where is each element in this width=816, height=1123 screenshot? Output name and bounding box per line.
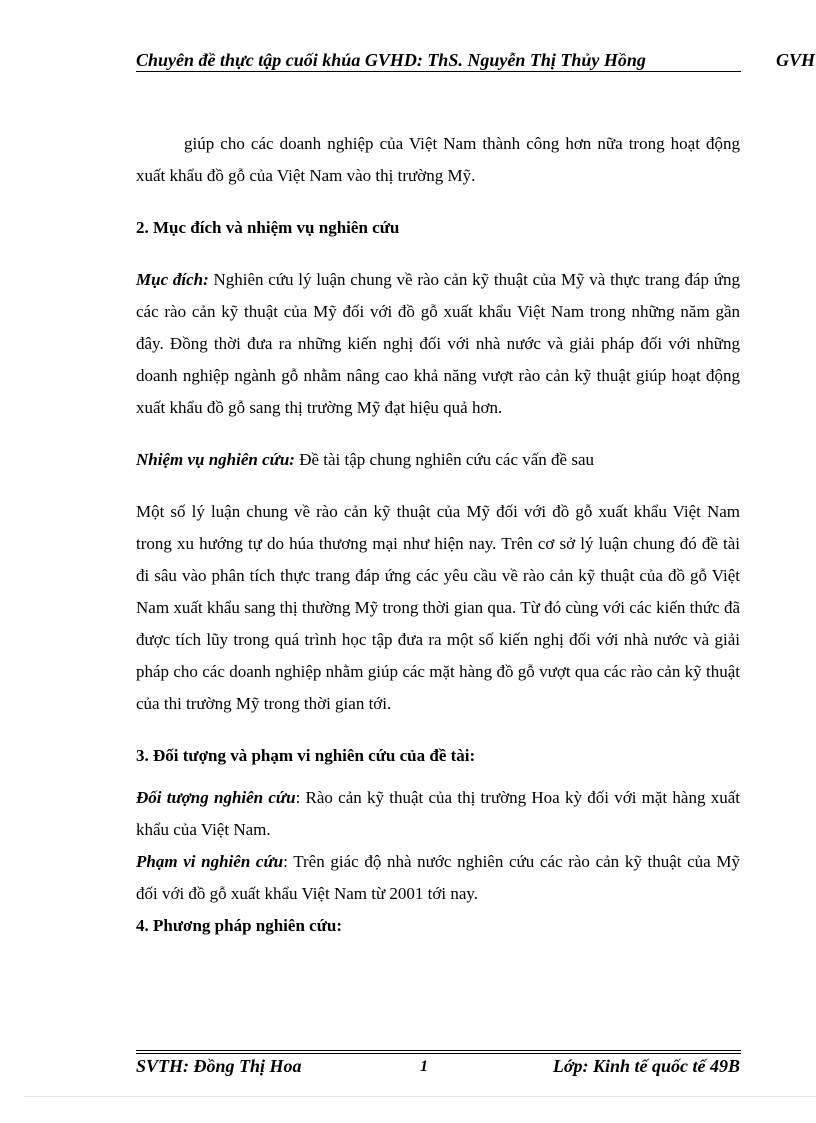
header-divider — [136, 71, 741, 72]
purpose-text: Nghiên cứu lý luận chung về rào cản kỹ thuật của Mỹ và thực trang đáp ứng các rào cản kỹ thuật của Mỹ đối với đồ gỗ xuất khẩu Việt Nam trong những năm gần đây. Đồng thời đưa ra những kiến nghị đối với nhà nước và giải pháp đối với những doanh nghiệp ngành gỗ nhằm nâng cao khả năng vượt rào cản kỹ thuật giúp hoạt động xuất khẩu đồ gỗ sang thị trường Mỹ đạt hiệu quả hơn. — [136, 270, 740, 417]
page-edge-line — [24, 1096, 816, 1097]
section-heading-2: 2. Mục đích và nhiệm vụ nghiên cứu — [136, 218, 400, 237]
object-label: Đối tượng nghiên cứu — [136, 788, 296, 807]
scope-label: Phạm vi nghiên cứu — [136, 852, 284, 871]
paragraph-intro: giúp cho các doanh nghiệp của Việt Nam thành công hơn nữa trong hoạt động xuất khẩu đồ gỗ của Việt Nam vào thị trường Mỹ. — [136, 134, 740, 185]
footer-divider-top — [136, 1050, 741, 1051]
section-heading-3: 3. Đối tượng và phạm vi nghiên cứu của đề tài: — [136, 746, 476, 765]
paragraph-object — [136, 782, 740, 846]
scope-text: : Trên giác độ nhà nước nghiên cứu các rào cản kỹ thuật của Mỹ đối với đồ gỗ xuất khẩu Việt Nam từ 2001 tới nay. — [136, 852, 740, 903]
task-label: Nhiệm vụ nghiên cứu: — [136, 450, 295, 469]
section-heading-4: 4. Phương pháp nghiên cứu: — [136, 916, 343, 935]
paragraph-task: Một số lý luận chung về rào cản kỹ thuật của Mỹ đối với đồ gỗ xuất khẩu Việt Nam trong xu hướng tự do húa thương mại như hiện nay. Trên cơ sở lý luận chung đó đề tài đi sâu vào phân tích thực trang đáp ứng các yêu cầu về rào cản kỹ thuật của đồ gỗ Việt Nam xuất khẩu sang thị thường Mỹ trong thời gian qua. Từ đó cùng với các kiến thức đã được tích lũy trong quá trình học tập đưa ra một số kiến nghị đối với nhà nước và giải pháp cho các doanh nghiệp nhằm giúp các mặt hàng đồ gỗ vượt qua các rào cản kỹ thuật của thi trường Mỹ trong thời gian tới. — [136, 502, 740, 713]
page-number: 1 — [420, 1058, 428, 1075]
footer-student: SVTH: Đồng Thị Hoa — [136, 1056, 302, 1076]
page-header-title: Chuyên đề thực tập cuối khúa GVHD: ThS. Nguyễn Thị Thủy Hồng — [136, 50, 646, 70]
footer-divider-bottom — [136, 1053, 741, 1054]
object-text: : Rào cản kỹ thuật của thị trường Hoa kỳ đối với mặt hàng xuất khẩu của Việt Nam. — [136, 788, 740, 839]
task-text: Đề tài tập chung nghiên cứu các vấn đề sau — [294, 450, 594, 469]
paragraph-scope — [136, 846, 740, 910]
paragraph-purpose — [136, 264, 740, 424]
footer-class: Lớp: Kinh tế quốc tế 49B — [552, 1056, 740, 1076]
page-header-right: GVH — [776, 50, 816, 70]
document-body — [136, 128, 740, 942]
purpose-label: Mục đích: — [136, 270, 209, 289]
paragraph-task-intro — [136, 444, 740, 476]
